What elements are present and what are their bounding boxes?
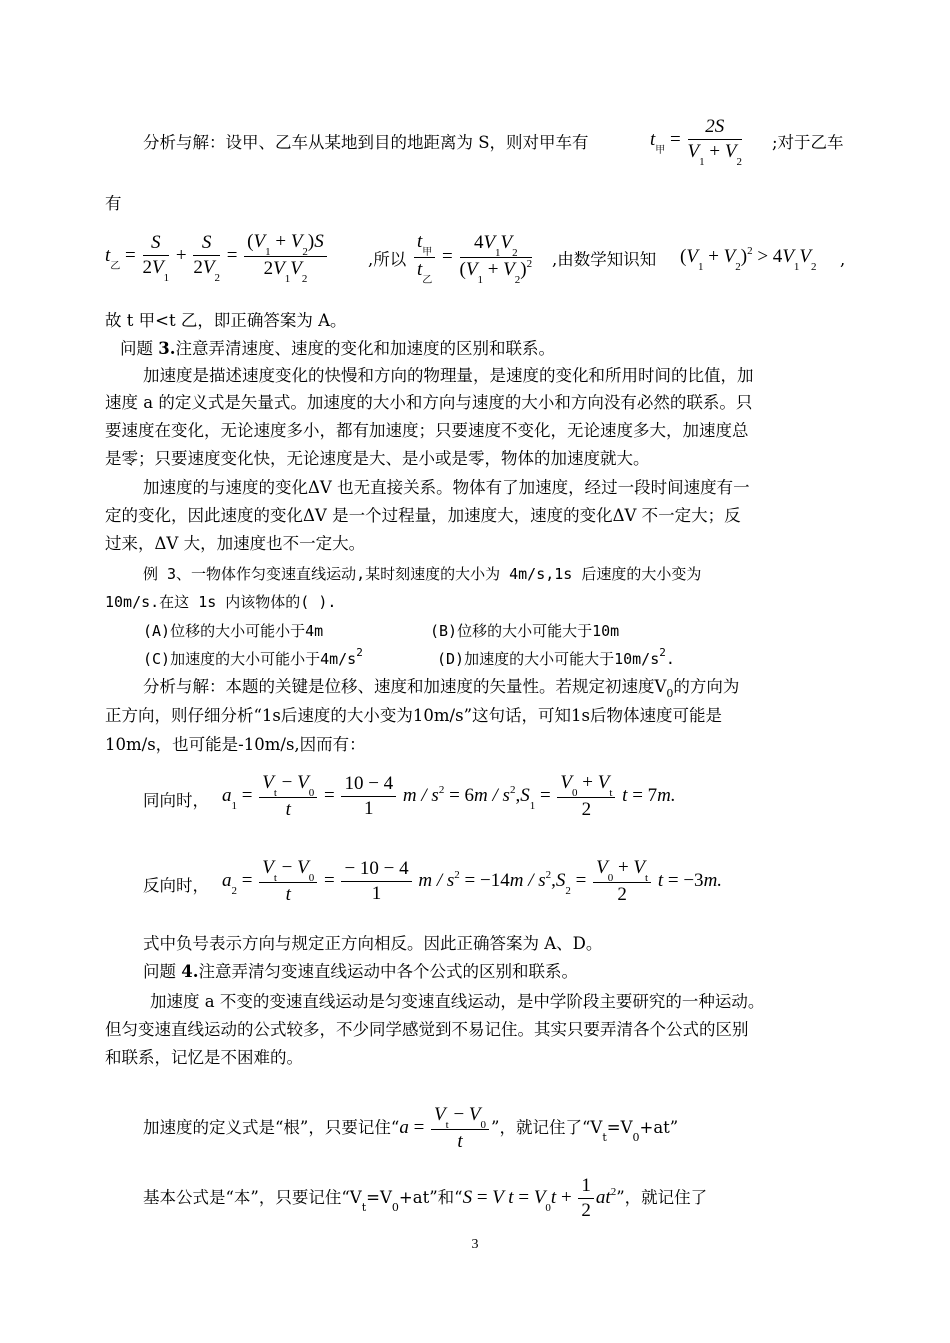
- analysis2-line-2: 正方向，则仔细分析“1s后速度的大小变为10m/s”这句话，可知1s后物体速度可能是: [105, 706, 722, 725]
- analysis-text: 分析与解：设甲、乙车从某地到目的地距离为 S，则对甲车有: [143, 133, 589, 152]
- ratio-formula: $\frac{t_甲}{t_乙}$ = $\frac{4V_1V_2}{(V_1 + V_2)^2}$: [412, 230, 534, 285]
- option-d: (D)加速度的大小可能大于$10m/s^2$.: [437, 646, 675, 668]
- para3-line-2: 但匀变速直线运动的公式较多，不少同学感觉到不易记住。其实只要弄清各个公式的区别: [105, 1020, 749, 1039]
- you-char: 有: [105, 194, 122, 213]
- t-yi-formula: $t_乙$ = $\frac{S}{2V_1}$ + $\frac{S}{2V_2}$ = $\frac{(V_1 + V_2)S}{2V_1V_2}$: [105, 230, 329, 283]
- example3-line-2: 10m/s.在这 1s 内该物体的( ).: [105, 593, 337, 611]
- comma: ,: [840, 250, 846, 269]
- para1-line-3: 要速度在变化，无论速度多小，都有加速度；只要速度不变化，无论速度多大，加速度总: [105, 421, 749, 440]
- para2-line-2: 定的变化，因此速度的变化ΔV 是一个过程量，加速度大，速度的变化ΔV 不一定大；反: [105, 506, 741, 525]
- t-jia-formula: $t_甲$ = $\frac{2S}{V_1 + V_2}$: [650, 116, 742, 168]
- fraction: $\frac{2S}{V_1 + V_2}$: [687, 116, 742, 168]
- ben-line: 基本公式是“本”，只要记住“$V_t=V_0+at$”和“S = V $t = V_0t$ + $\frac{1}{2}$ $at^2$”，就记住了: [143, 1175, 708, 1221]
- para1-line-2: 速度 a 的定义式是矢量式。加速度的大小和方向与速度的大小和方向没有必然的联系。只: [105, 393, 753, 412]
- analysis2-line-3: 10m/s，也可能是-10m/s,因而有：: [105, 735, 366, 754]
- page-number: 3: [471, 1237, 479, 1252]
- opposite-direction-formula: $a_2$ = $\frac{V_t - V_0}{t}$ = $\frac{- 10 - 4}{1}$ $m / s^2 = -14m / s^2,S_2$ = $\frac{V_0 + V_t}{2}$ t = −3m.: [222, 857, 723, 905]
- question-4: 问题 4.注意弄清匀变速直线运动中各个公式的区别和联系。: [143, 962, 578, 981]
- same-direction-formula: $a_1$ = $\frac{V_t - V_0}{t}$ = $\frac{10 - 4}{1}$ $m / s^2 = 6m / s^2,S_1$ = $\frac{V_0 + V_t}{2}$ t = 7m.: [222, 772, 676, 820]
- para3-line-3: 和联系，记忆是不困难的。: [105, 1048, 303, 1067]
- para2-line-3: 过来，ΔV 大，加速度也不一定大。: [105, 534, 366, 553]
- analysis-line-1: [143, 131, 589, 155]
- option-c: (C)加速度的大小可能小于$4m/s^2$: [143, 646, 363, 668]
- suoyi: ,所以: [368, 250, 407, 269]
- answer-a: 故 t 甲<t 乙，即正确答案为 A。: [105, 311, 347, 330]
- para1-line-1: 加速度是描述速度变化的快慢和方向的物理量，是速度的变化和所用时间的比值，加: [143, 366, 754, 385]
- analysis2-line-1: 分析与解：本题的关键是位移、速度和加速度的矢量性。若规定初速度$V_0$的方向为: [143, 677, 740, 700]
- para2-line-1: 加速度的与速度的变化ΔV 也无直接关系。物体有了加速度，经过一段时间速度有一: [143, 478, 750, 497]
- opposite-direction-label: 反向时，: [143, 876, 209, 895]
- math-knowledge: ,由数学知识知: [552, 250, 657, 269]
- question-3: 问题 3.注意弄清速度、速度的变化和加速度的区别和联系。: [120, 339, 555, 358]
- gen-line: 加速度的定义式是“根”，只要记住“a = $\frac{V_t - V_0}{t}$ ”，就记住了“$V_t=V_0+at$”: [143, 1104, 679, 1152]
- conclusion: 式中负号表示方向与规定正方向相反。因此正确答案为 A、D。: [143, 934, 603, 953]
- same-direction-label: 同向时，: [143, 791, 209, 810]
- option-b: (B)位移的大小可能大于10m: [430, 622, 620, 640]
- option-a: (A)位移的大小可能小于4m: [143, 622, 324, 640]
- para3-line-1: 加速度 a 不变的变速直线运动是匀变速直线运动，是中学阶段主要研究的一种运动。: [150, 992, 765, 1011]
- inequality: $(V_1 + V_2)^2 > 4V_1V_2$: [680, 245, 817, 273]
- analysis-tail: ;对于乙车: [772, 133, 844, 152]
- example3-line-1: 例 3、一物体作匀变速直线运动,某时刻速度的大小为 4m/s,1s 后速度的大小变为: [143, 565, 702, 583]
- para1-line-4: 是零；只要速度变化快，无论速度是大、是小或是零，物体的加速度就大。: [105, 449, 650, 468]
- frac-num: 2S: [688, 115, 742, 140]
